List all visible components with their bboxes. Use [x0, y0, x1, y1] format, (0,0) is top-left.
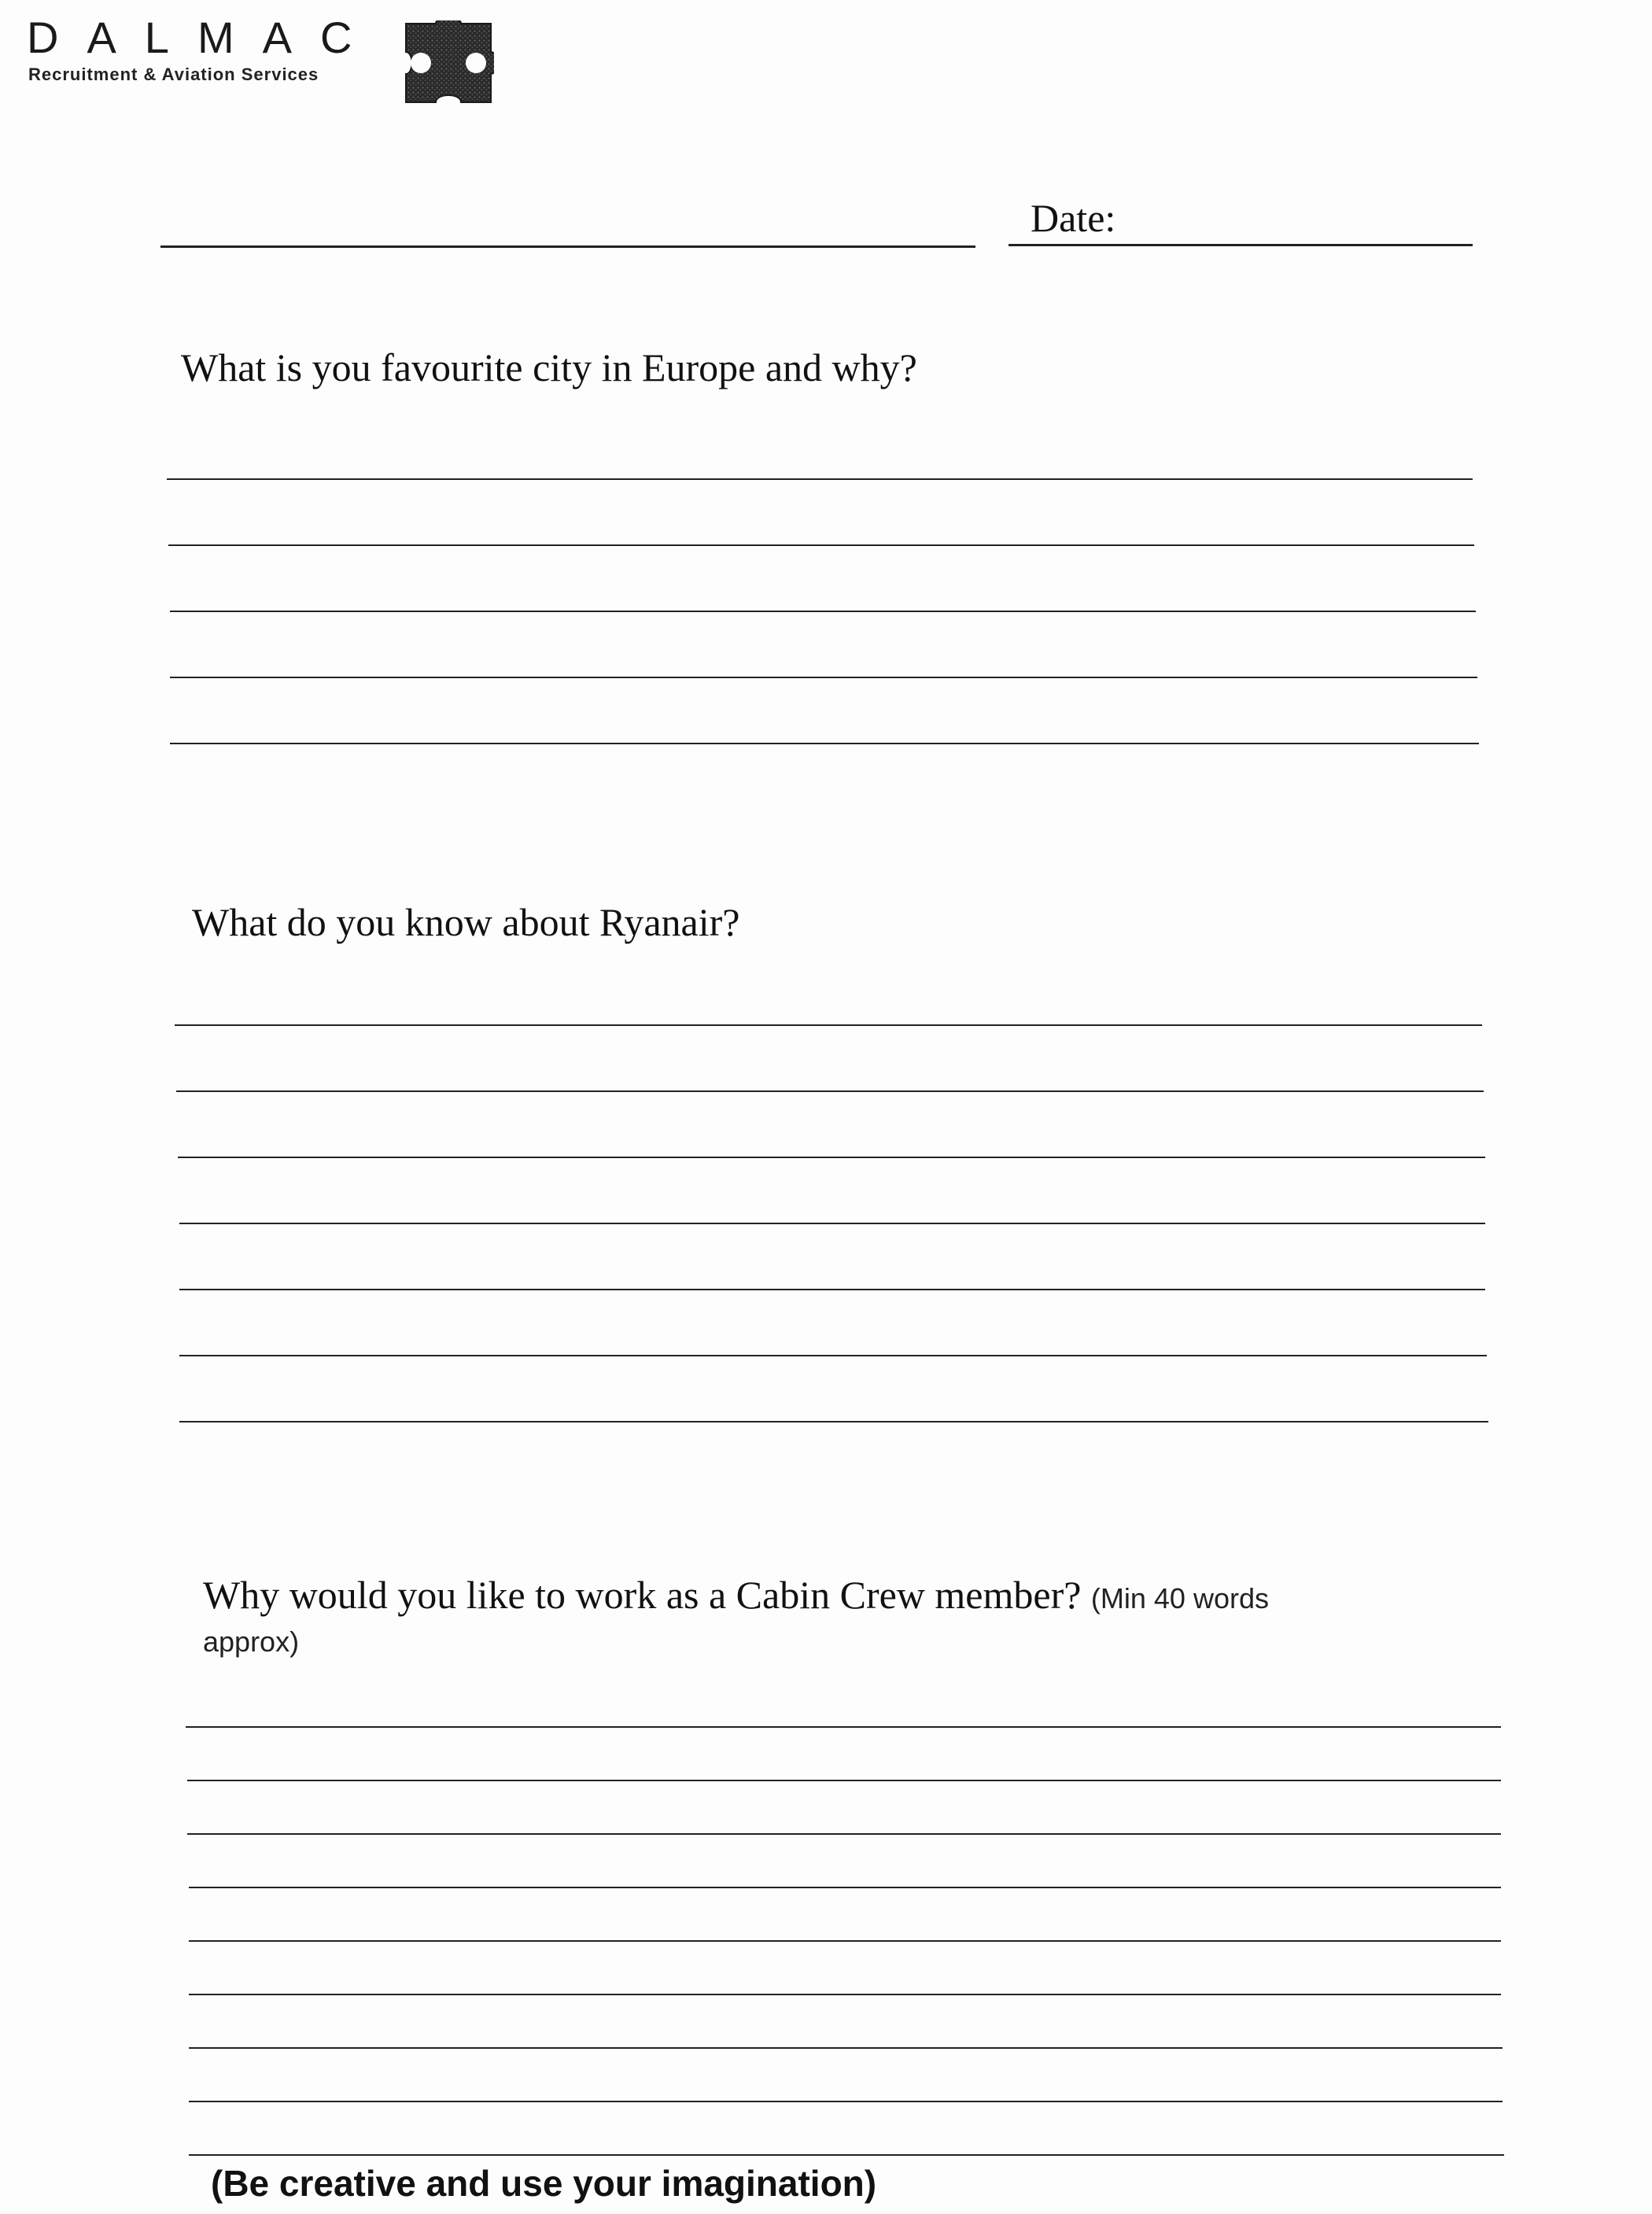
- answer-line[interactable]: [187, 1780, 1501, 1781]
- footer-note: (Be creative and use your imagination): [211, 2163, 877, 2204]
- answer-line[interactable]: [175, 1024, 1482, 1026]
- answer-line[interactable]: [189, 1994, 1501, 1995]
- answer-line[interactable]: [179, 1289, 1485, 1290]
- answer-line[interactable]: [186, 1726, 1501, 1728]
- answer-line[interactable]: [168, 544, 1474, 546]
- logo-title: DALMAC: [27, 13, 381, 62]
- answer-line[interactable]: [189, 2101, 1503, 2102]
- question-3-note: (Min 40 words: [1090, 1582, 1269, 1614]
- answer-line[interactable]: [170, 611, 1476, 612]
- answer-line[interactable]: [167, 478, 1473, 480]
- puzzle-piece-icon: [403, 20, 494, 105]
- answer-line[interactable]: [179, 1421, 1488, 1422]
- answer-line[interactable]: [189, 1940, 1501, 1942]
- answer-line[interactable]: [179, 1223, 1485, 1224]
- date-field[interactable]: [1009, 244, 1473, 246]
- answer-line[interactable]: [189, 1887, 1501, 1888]
- question-3-text: Why would you like to work as a Cabin Crew member?: [203, 1573, 1082, 1617]
- question-3: [203, 1572, 1269, 1618]
- answer-line[interactable]: [178, 1157, 1485, 1158]
- question-3-note-continued: approx): [203, 1625, 300, 1658]
- answer-line[interactable]: [170, 677, 1477, 678]
- date-label: Date:: [1031, 196, 1116, 240]
- name-field[interactable]: [160, 245, 975, 248]
- logo-subtitle: Recruitment & Aviation Services: [28, 65, 319, 84]
- answer-line[interactable]: [187, 1833, 1501, 1835]
- question-2: What do you know about Ryanair?: [192, 900, 740, 944]
- answer-line[interactable]: [189, 2154, 1504, 2156]
- answer-line[interactable]: [189, 2047, 1503, 2049]
- company-logo: [22, 14, 380, 85]
- answer-line[interactable]: [170, 743, 1479, 744]
- answer-line[interactable]: [179, 1355, 1487, 1356]
- answer-line[interactable]: [176, 1090, 1484, 1092]
- question-1: What is you favourite city in Europe and why?: [181, 345, 917, 389]
